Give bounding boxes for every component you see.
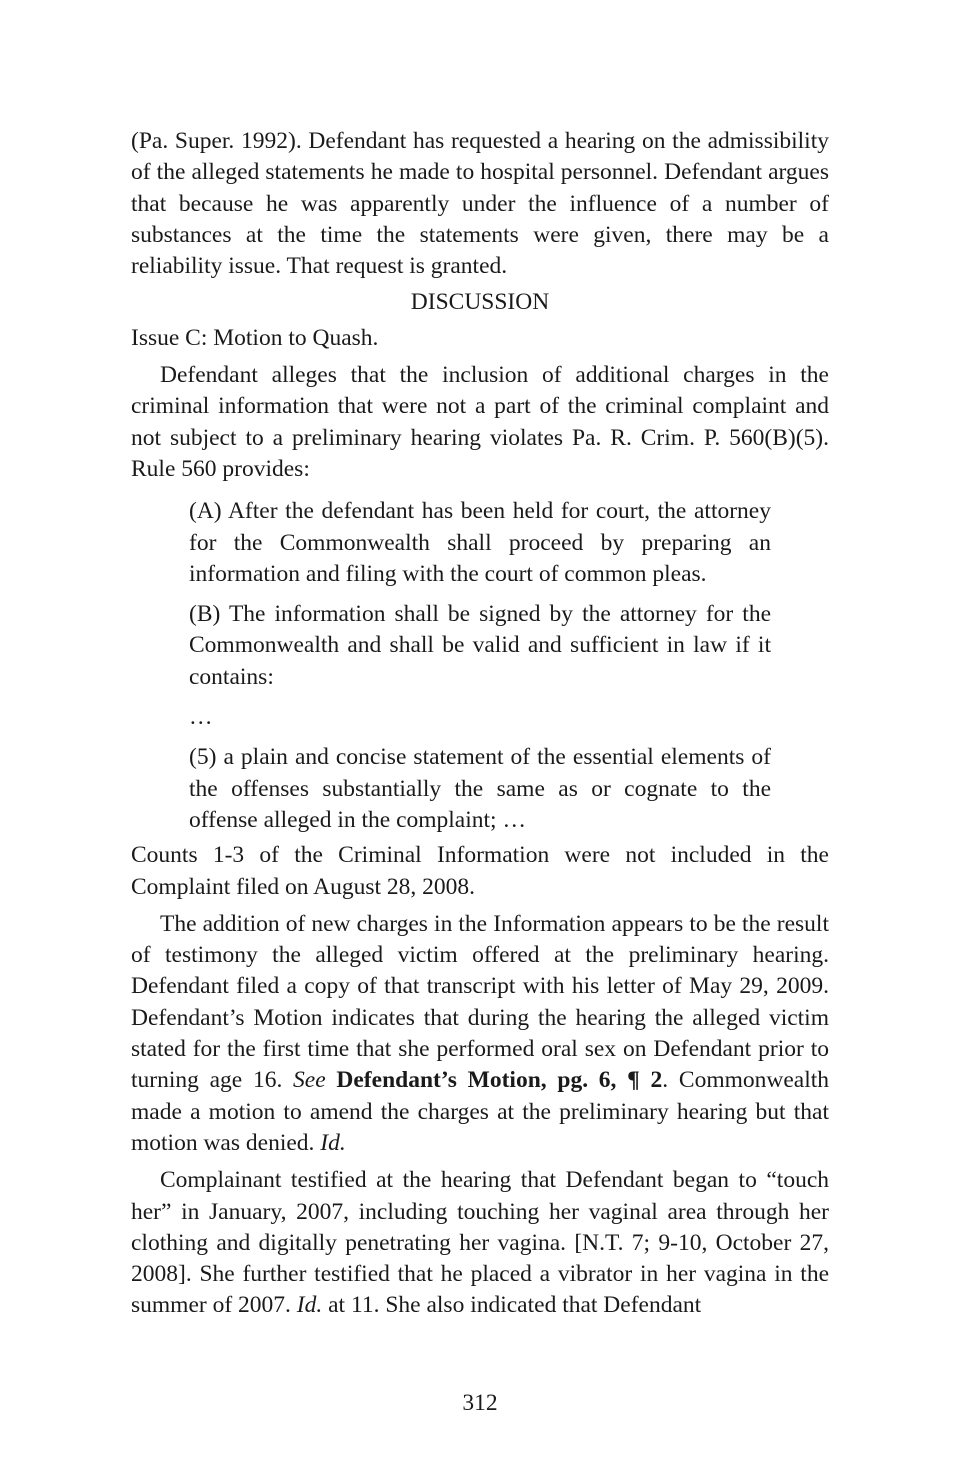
paragraph-hospital-statements: (Pa. Super. 1992). Defendant has requested a hearing on the admissibility of the alleged statements he made to hospital personnel. Defendant argues that because he was apparently under the influence of a number of substances at the time the statements were given, there may be a reliability issue. That request is granted.: [131, 128, 829, 280]
id-citation: Id.: [320, 1129, 346, 1156]
paragraph-complainant-testimony: [131, 1165, 829, 1321]
id-citation-2: Id.: [296, 1292, 323, 1319]
testimony-text-continued: at 11. She also indicated that Defendant: [322, 1292, 702, 1319]
quote-subsection-5: (5) a plain and concise statement of the essential elements of the offenses substantially the same as or cognate to the offense alleged in the complaint; …: [189, 744, 771, 833]
rule-560-block-quote: [189, 496, 771, 836]
paragraph-counts: Counts 1-3 of the Criminal Information were not included in the Complaint filed on August 28, 2008.: [131, 842, 829, 900]
quote-subsection-a: (A) After the defendant has been held for court, the attorney for the Commonwealth shall proceed by preparing an information and filing with the court of common pleas.: [189, 498, 771, 587]
see-signal: See: [293, 1067, 326, 1094]
new-charges-text: The addition of new charges in the Information appears to be the result of testimony the alleged victim offered at the preliminary hearing. Defendant filed a copy of that transcript with his letter of May 29, 2009. Defendant’s Motion indicates that during the hearing the alleged victim stated for the first time that she performed oral sex on Defendant prior to turning age 16.: [131, 910, 829, 1094]
quote-ellipsis: …: [189, 704, 213, 731]
page-number: 312: [462, 1390, 498, 1416]
motion-citation: Defendant’s Motion, pg. 6, ¶ 2: [336, 1067, 663, 1094]
quote-subsection-b: (B) The information shall be signed by the attorney for the Commonwealth and shall be valid and sufficient in law if it contains:: [189, 601, 771, 690]
discussion-heading: DISCUSSION: [410, 289, 550, 316]
testimony-text: Complainant testified at the hearing that Defendant began to “touch her” in January, 2007, including touching her vaginal area through her clothing and digitally penetrating her vagina. [N.T. 7; 9-10, October 27, 2008]. She further testified that he placed a vibrator in her vagina in the summer of 2007.: [131, 1167, 829, 1319]
issue-c-heading: Issue C: Motion to Quash.: [131, 324, 379, 351]
paragraph-motion-to-quash: Defendant alleges that the inclusion of additional charges in the criminal information that were not a part of the criminal complaint and not subject to a preliminary hearing violates Pa. R. Crim. P. 560(B)(5). Rule 560 provides:: [131, 362, 829, 482]
document-body: [131, 126, 829, 1322]
new-charges-text-continued: . Commonwealth made a motion to amend the charges at the preliminary hearing but that motion was denied.: [131, 1067, 830, 1156]
paragraph-new-charges: [131, 909, 829, 1159]
